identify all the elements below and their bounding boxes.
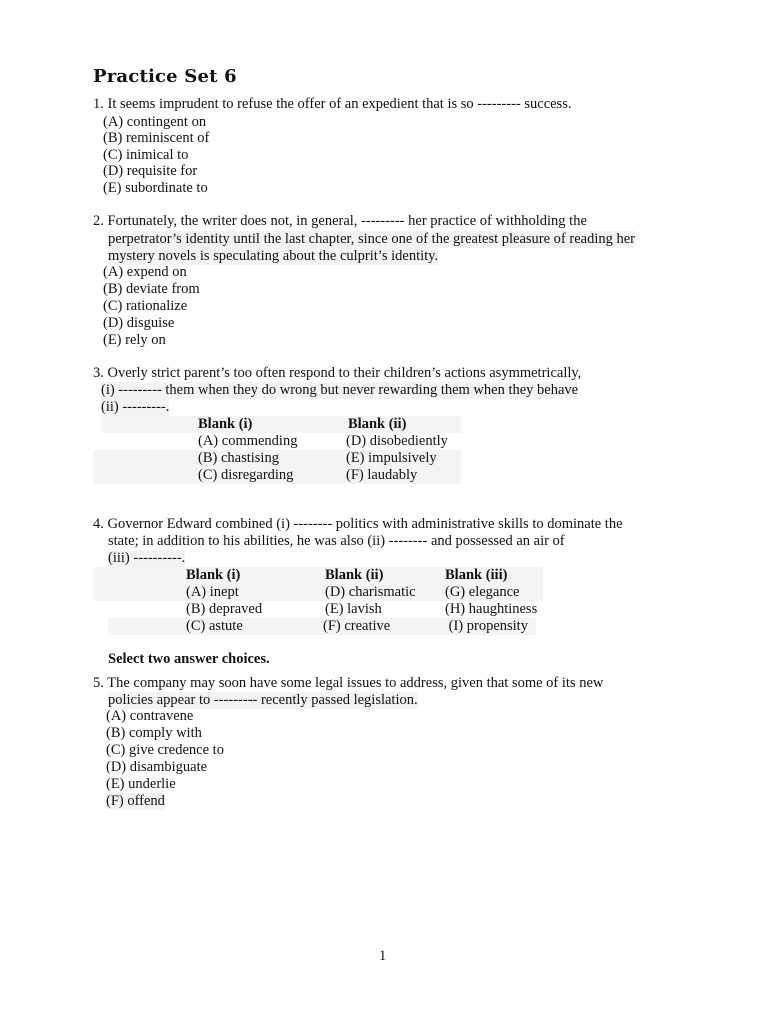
q4-choice-c: (C) astute <box>186 618 243 634</box>
q4-choice-b: (B) depraved <box>186 601 263 617</box>
q4-choice-h: (H) haughtiness <box>445 601 538 617</box>
q2-stem-line-2: perpetrator’s identity until the last chapter, since one of the greatest pleasure of reading her <box>108 231 635 247</box>
q1-option-a: (A) contingent on <box>103 114 207 130</box>
q4-col1-header: Blank (i) <box>186 567 241 583</box>
q5-option-a: (A) contravene <box>106 708 194 724</box>
q3-col2-header: Blank (ii) <box>348 416 407 432</box>
q5-stem-line-2: policies appear to --------- recently passed legislation. <box>108 692 418 708</box>
q5-option-f: (F) offend <box>106 793 165 809</box>
q5-option-b: (B) comply with <box>106 725 202 741</box>
q2-option-d: (D) disguise <box>103 315 175 331</box>
q3-stem-line-1: 3. Overly strict parent’s too often respond to their children’s actions asymmetrically, <box>93 365 582 381</box>
q4-stem-line-3: (iii) ----------. <box>108 550 186 566</box>
q2-option-c: (C) rationalize <box>103 298 188 314</box>
page-number: 1 <box>379 948 387 964</box>
q4-stem-line-1: 4. Governor Edward combined (i) -------- politics with administrative skills to dominate the <box>93 516 623 532</box>
q2-option-a: (A) expend on <box>103 264 187 280</box>
q4-col3-header: Blank (iii) <box>445 567 508 583</box>
q4-stem-line-2: state; in addition to his abilities, he was also (ii) -------- and possessed an air of <box>108 533 565 549</box>
q3-choice-b: (B) chastising <box>198 450 279 466</box>
q2-stem-line-3: mystery novels is speculating about the culprit’s identity. <box>108 248 439 264</box>
q1-option-e: (E) subordinate to <box>103 180 208 196</box>
q4-choice-f: (F) creative <box>323 618 391 634</box>
q1-stem: 1. It seems imprudent to refuse the offer of an expedient that is so --------- success. <box>93 96 572 112</box>
q5-stem-line-1: 5. The company may soon have some legal issues to address, given that some of its new <box>93 675 604 691</box>
q4-choice-a: (A) inept <box>186 584 239 600</box>
q3-choice-a: (A) commending <box>198 433 298 449</box>
q3-stem-line-3: (ii) ---------. <box>101 399 170 415</box>
q5-option-d: (D) disambiguate <box>106 759 208 775</box>
q5-option-c: (C) give credence to <box>106 742 224 758</box>
q1-option-b: (B) reminiscent of <box>103 130 210 146</box>
q4-choice-i: (I) propensity <box>445 618 528 634</box>
q1-option-d: (D) requisite for <box>103 163 198 179</box>
q3-stem-line-2: (i) --------- them when they do wrong but never rewarding them when they behave <box>101 382 579 398</box>
q3-choice-c: (C) disregarding <box>198 467 294 483</box>
q3-choice-e: (E) impulsively <box>346 450 437 466</box>
q4-choice-g: (G) elegance <box>445 584 520 600</box>
q4-choice-d: (D) charismatic <box>325 584 416 600</box>
q5-instruction: Select two answer choices. <box>108 651 270 667</box>
q2-option-b: (B) deviate from <box>103 281 200 297</box>
q4-col2-header: Blank (ii) <box>325 567 384 583</box>
q2-stem-line-1: 2. Fortunately, the writer does not, in general, --------- her practice of withholding the <box>93 213 587 229</box>
q5-option-e: (E) underlie <box>106 776 176 792</box>
q3-table-shade-row-1 <box>101 416 461 433</box>
page-title: Practice Set 6 <box>93 66 237 87</box>
q3-col1-header: Blank (i) <box>198 416 253 432</box>
q3-choice-f: (F) laudably <box>346 467 418 483</box>
q4-choice-e: (E) lavish <box>325 601 382 617</box>
q1-option-c: (C) inimical to <box>103 147 189 163</box>
q2-option-e: (E) rely on <box>103 332 166 348</box>
q3-choice-d: (D) disobediently <box>346 433 448 449</box>
